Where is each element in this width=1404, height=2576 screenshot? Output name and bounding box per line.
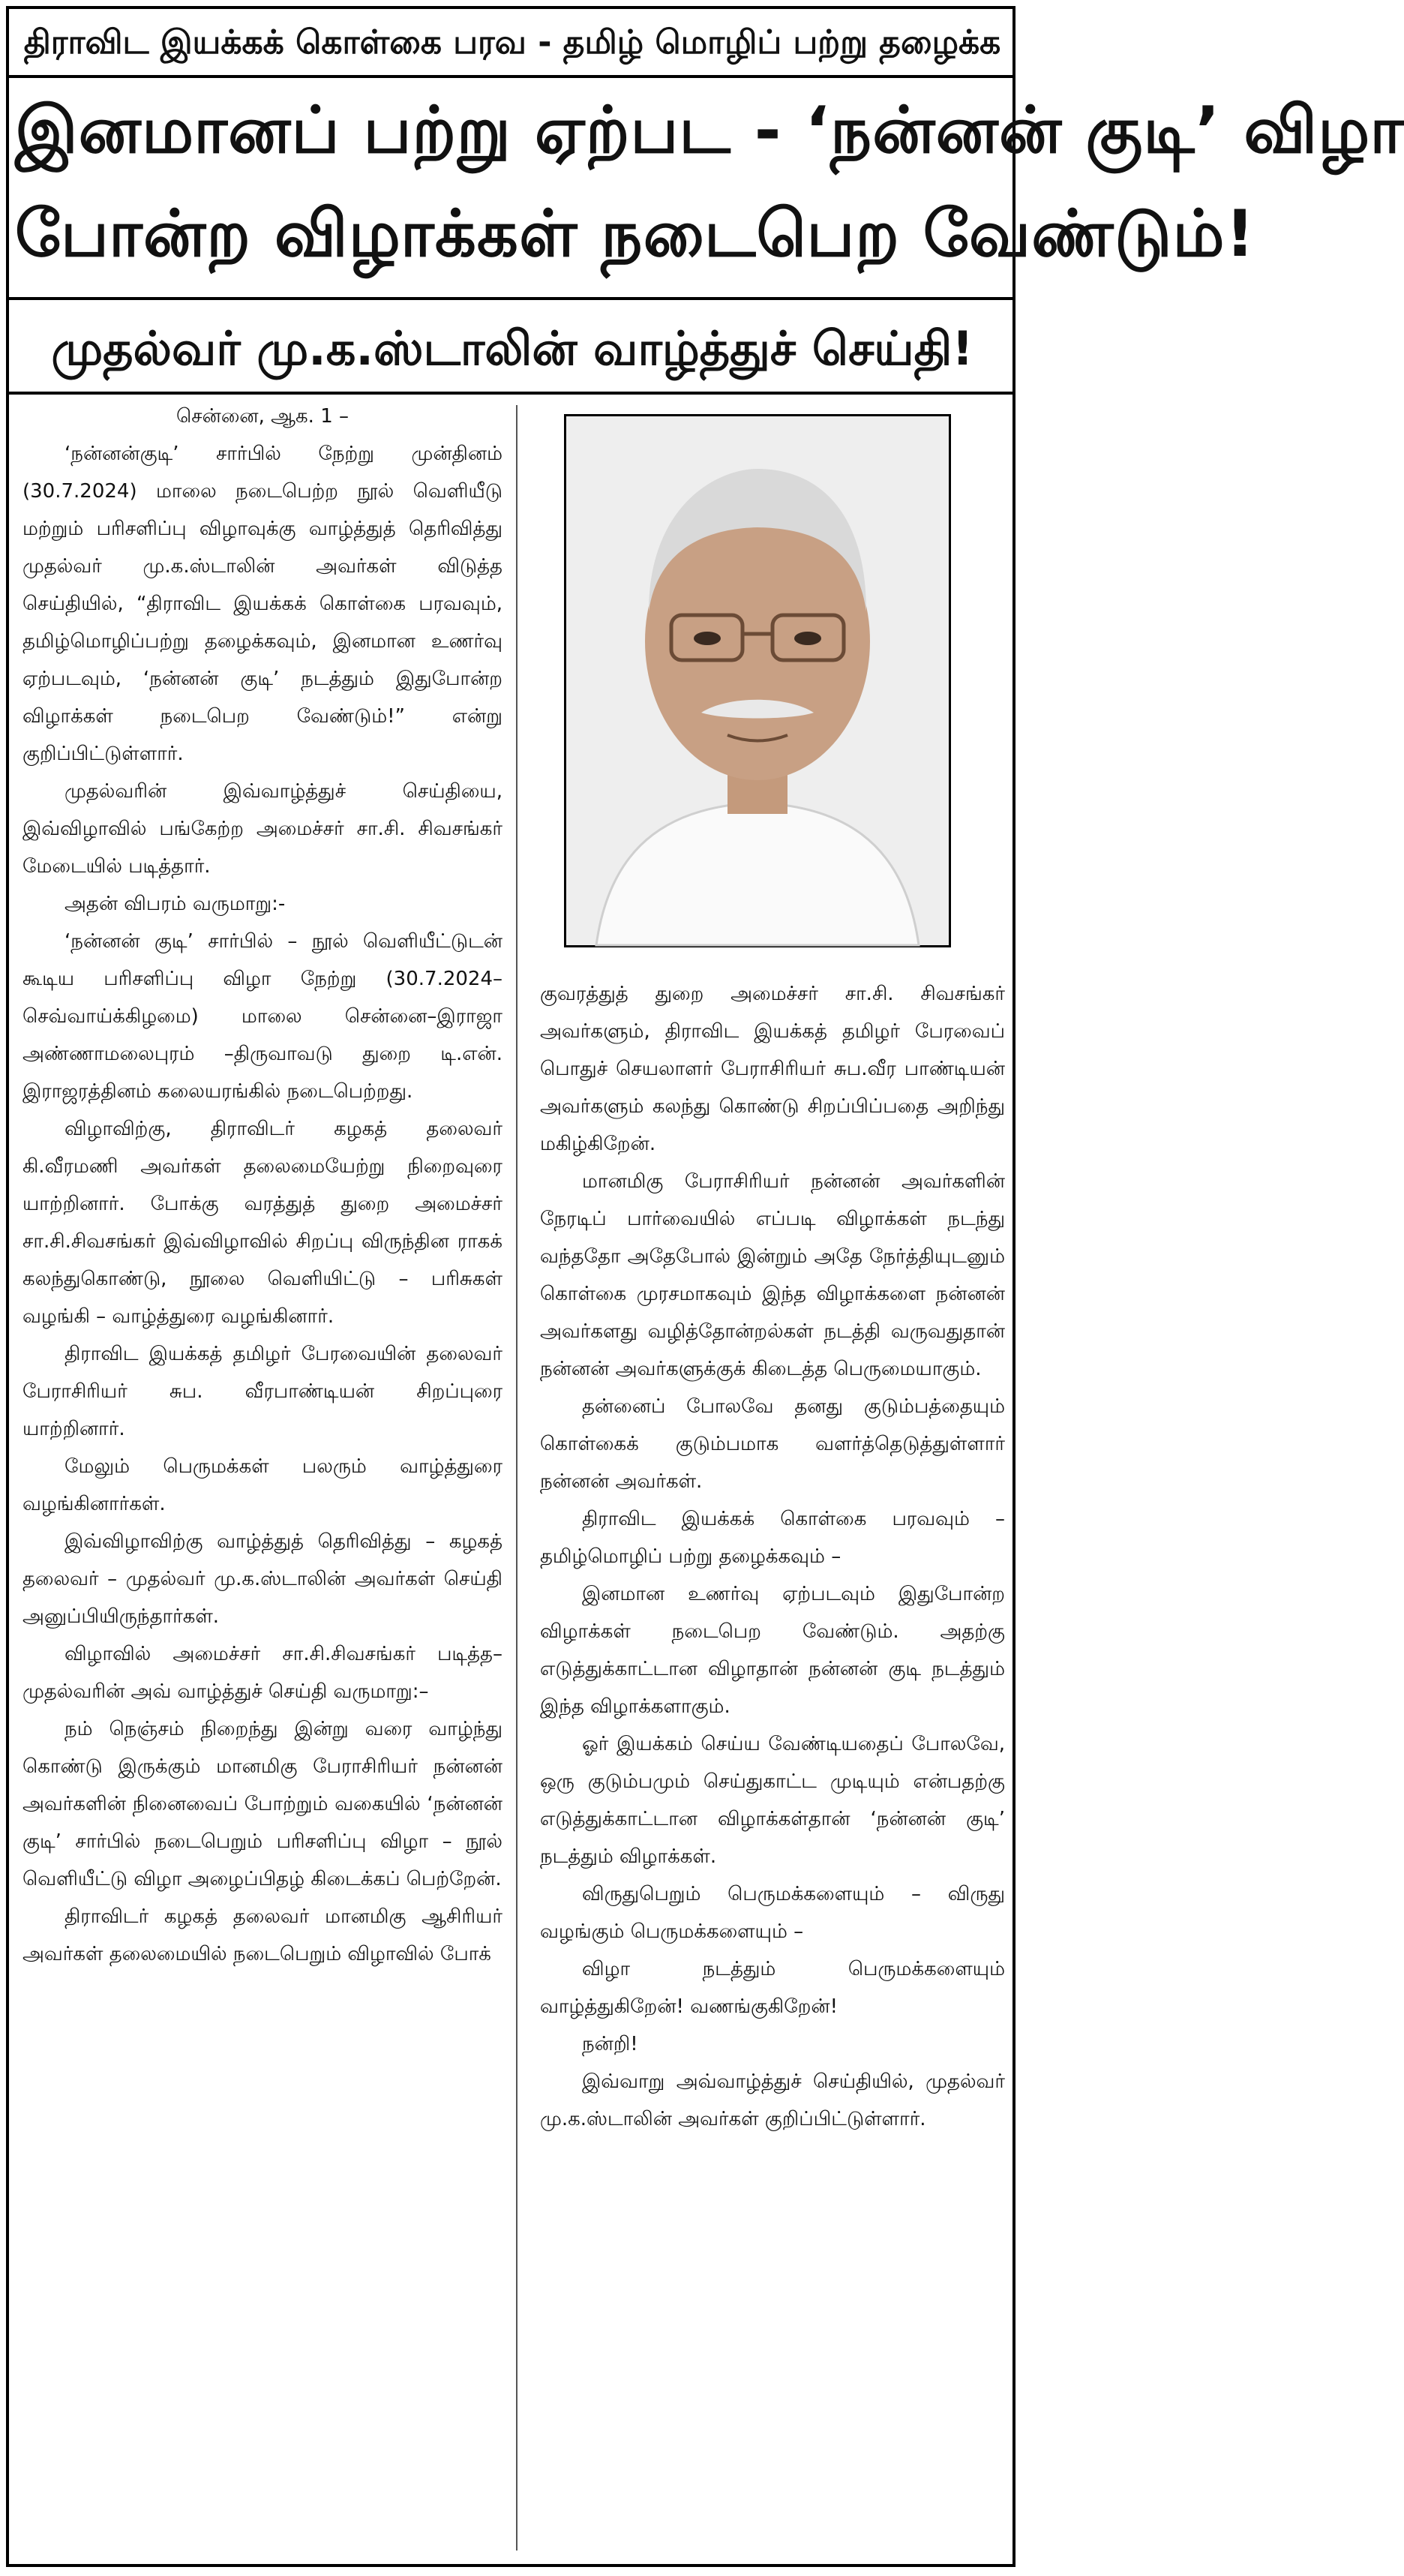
headline-line-2: போன்ற விழாக்கள் நடைபெற வேண்டும்! bbox=[15, 197, 1256, 272]
headline-line-1: இனமானப் பற்று ஏற்பட - ‘நன்னன் குடி’ விழா bbox=[15, 93, 1404, 168]
paragraph: குவரத்துத் துறை அமைச்சர் சா.சி. சிவசங்கர் அவர்களும், திராவிட இயக்கத் தமிழர் பேரவைப் பொதுச் செயலாளர் பேராசிரியர் சுப.வீர பாண்டியன் அவர்களும் கலந்து கொண்டு சிறப்பிப்பதை அறிந்து மகிழ்கிறேன். bbox=[540, 983, 1005, 1155]
article-column-2 bbox=[540, 975, 1005, 2138]
paragraph: திராவிட இயக்கக் கொள்கை பரவவும் – தமிழ்மொழிப் பற்று தழைக்கவும் – bbox=[540, 1508, 1005, 1568]
paragraph: விழாவில் அமைச்சர் சா.சி.சிவசங்கர் படித்த– முதல்வரின் அவ் வாழ்த்துச் செய்தி வருமாறு:– bbox=[22, 1643, 502, 1703]
paragraph: தன்னைப் போலவே தனது குடும்பத்தையும் கொள்கைக் குடும்பமாக வளர்த்தெடுத்துள்ளார் நன்னன் அவர்கள். bbox=[540, 1395, 1005, 1493]
paragraph: திராவிட இயக்கத் தமிழர் பேரவையின் தலைவர் பேராசிரியர் சுப. வீரபாண்டியன் சிறப்புரை யாற்றினார். bbox=[22, 1343, 502, 1440]
paragraph: நம் நெஞ்சம் நிறைந்து இன்று வரை வாழ்ந்து கொண்டு இருக்கும் மானமிகு பேராசிரியர் நன்னன் அவர்களின் நினைவைப் போற்றும் வகையில் ‘நன்னன் குடி’ சார்பில் நடைபெறும் பரிசளிப்பு விழா – நூல் வெளியீட்டு விழா அழைப்பிதழ் கிடைக்கப் பெற்றேன். bbox=[22, 1718, 502, 1890]
paragraph: இவ்விழாவிற்கு வாழ்த்துத் தெரிவித்து – கழகத் தலைவர் – முதல்வர் மு.க.ஸ்டாலின் அவர்கள் செய்தி அனுப்பியிருந்தார்கள். bbox=[22, 1530, 502, 1628]
paragraph: அதன் விபரம் வருமாறு:- bbox=[64, 893, 286, 915]
paragraph: நன்றி! bbox=[582, 2033, 638, 2055]
paragraph: முதல்வரின் இவ்வாழ்த்துச் செய்தியை, இவ்விழாவில் பங்கேற்ற அமைச்சர் சா.சி. சிவசங்கர் மேடையில் படித்தார். bbox=[22, 780, 502, 878]
portrait-photo bbox=[564, 414, 951, 947]
paragraph: ‘நன்னன்குடி’ சார்பில் நேற்று முன்தினம் (30.7.2024) மாலை நடைபெற்ற நூல் வெளியீடு மற்றும் பரிசளிப்பு விழாவுக்கு வாழ்த்துத் தெரிவித்து முதல்வர் மு.க.ஸ்டாலின் அவர்கள் விடுத்த செய்தியில், “திராவிட இயக்கக் கொள்கை பரவவும், தமிழ்மொழிப்பற்று தழைக்கவும், இனமான உணர்வு ஏற்படவும், ‘நன்னன் குடி’ நடத்தும் இதுபோன்ற விழாக்கள் நடைபெற வேண்டும்!” என்று குறிப்பிட்டுள்ளார். bbox=[22, 443, 502, 765]
portrait-photo-icon bbox=[566, 416, 949, 945]
paragraph: மேலும் பெருமக்கள் பலரும் வாழ்த்துரை வழங்கினார்கள். bbox=[22, 1455, 502, 1515]
column-divider bbox=[516, 405, 518, 2550]
divider bbox=[9, 75, 1016, 78]
paragraph: விருதுபெறும் பெருமக்களையும் – விருது வழங்கும் பெருமக்களையும் – bbox=[540, 1883, 1005, 1943]
subheadline: முதல்வர் மு.க.ஸ்டாலின் வாழ்த்துச் செய்தி! bbox=[51, 321, 974, 376]
paragraph: ஓர் இயக்கம் செய்ய வேண்டியதைப் போலவே, ஒரு குடும்பமும் செய்துகாட்ட முடியும் என்பதற்கு எடுத்துக்காட்டான விழாக்கள்தான் ‘நன்னன் குடி’ நடத்தும் விழாக்கள். bbox=[540, 1733, 1005, 1868]
paragraph: சென்னை, ஆக. 1 – bbox=[176, 405, 350, 428]
divider bbox=[9, 392, 1016, 395]
divider bbox=[9, 297, 1016, 300]
kicker-line: திராவிட இயக்கக் கொள்கை பரவ - தமிழ் மொழிப் பற்று தழைக்க bbox=[23, 23, 1001, 62]
paragraph: விழா நடத்தும் பெருமக்களையும் வாழ்த்துகிறேன்! வணங்குகிறேன்! bbox=[540, 1958, 1005, 2018]
paragraph: இவ்வாறு அவ்வாழ்த்துச் செய்தியில், முதல்வர் மு.க.ஸ்டாலின் அவர்கள் குறிப்பிட்டுள்ளார். bbox=[540, 2070, 1005, 2130]
paragraph: விழாவிற்கு, திராவிடர் கழகத் தலைவர் கி.வீரமணி அவர்கள் தலைமையேற்று நிறைவுரை யாற்றினார். போக்கு வரத்துத் துறை அமைச்சர் சா.சி.சிவசங்கர் இவ்விழாவில் சிறப்பு விருந்தின ராகக் கலந்துகொண்டு, நூலை வெளியிட்டு – பரிசுகள் வழங்கி – வாழ்த்துரை வழங்கினார். bbox=[22, 1118, 502, 1328]
paragraph: திராவிடர் கழகத் தலைவர் மானமிகு ஆசிரியர் அவர்கள் தலைமையில் நடைபெறும் விழாவில் போக் bbox=[22, 1905, 502, 1965]
paragraph: ‘நன்னன் குடி’ சார்பில் – நூல் வெளியீட்டுடன் கூடிய பரிசளிப்பு விழா நேற்று (30.7.2024–செவ்வாய்க்கிழமை) மாலை சென்னை–இராஜா அண்ணாமலைபுரம் –திருவாவடு துறை டி.என். இராஜரத்தினம் கலையரங்கில் நடைபெற்றது. bbox=[22, 930, 502, 1103]
paragraph: மானமிகு பேராசிரியர் நன்னன் அவர்களின் நேரடிப் பார்வையில் எப்படி விழாக்கள் நடந்து வந்ததோ அதேபோல் இன்றும் அதே நேர்த்தியுடனும் கொள்கை முரசமாகவும் இந்த விழாக்களை நன்னன் அவர்களது வழித்தோன்றல்கள் நடத்தி வருவதுதான் நன்னன் அவர்களுக்குக் கிடைத்த பெருமையாகும். bbox=[540, 1170, 1005, 1380]
paragraph: இனமான உணர்வு ஏற்படவும் இதுபோன்ற விழாக்கள் நடைபெற வேண்டும். அதற்கு எடுத்துக்காட்டான விழாதான் நன்னன் குடி நடத்தும் இந்த விழாக்களாகும். bbox=[540, 1583, 1005, 1718]
article-column-1 bbox=[22, 398, 502, 1973]
